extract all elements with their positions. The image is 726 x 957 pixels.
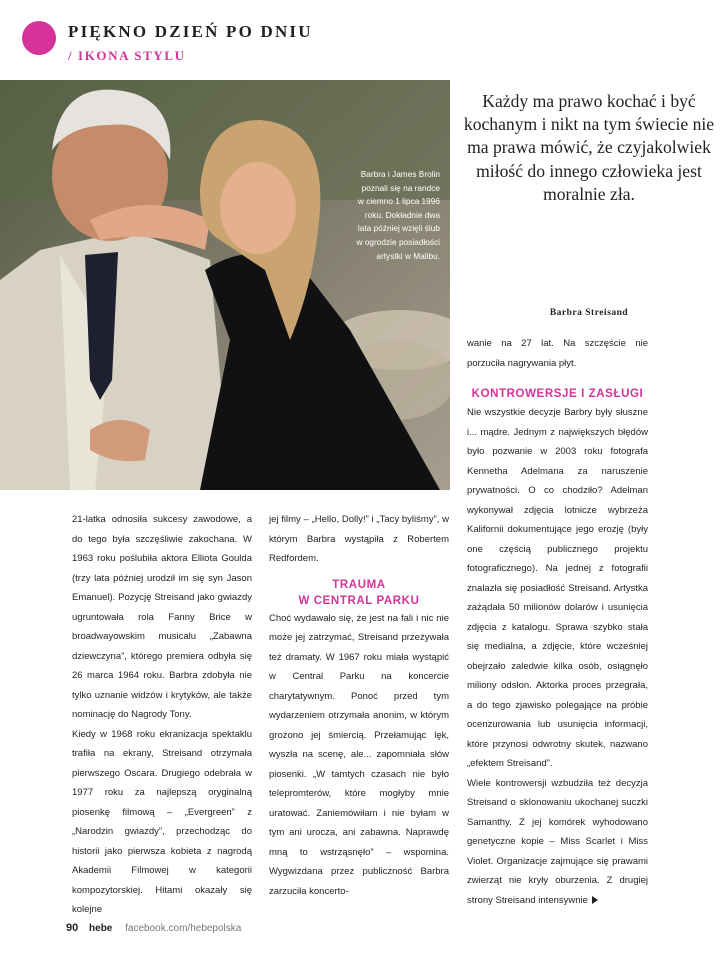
magazine-brand: hebe <box>89 923 113 934</box>
pull-quote: Każdy ma prawo kochać i być kochanym i nikt na tym świecie nie ma prawa mówić, że czyjakolwiek miłość do innego człowieka jest moralnie zła. <box>463 91 715 204</box>
heading-line: W CENTRAL PARKU <box>298 594 420 607</box>
paragraph <box>467 774 648 911</box>
couple-photo <box>0 80 450 490</box>
paragraph: 21-latka odnosiła sukcesy zawodowe, a do tego była szczęśliwie zakochana. W 1963 roku poślubiła aktora Elliota Goulda (trzy lata później urodził im się syn Jason Emanuel). Pozycję Streisand jako gwiazdy ugruntowała rola Fanny Brice w broadwayowskim musicalu „Zabawna dziewczyna”, którego premiera odbyła się 26 marca 1964 roku. Barbra zdobyła nie tylko uznanie widzów i krytyków, ale także nominację do Nagrody Tony. <box>72 514 252 720</box>
quote-author: Barbra Streisand <box>549 308 629 318</box>
article-column-2 <box>269 510 449 901</box>
paragraph: Kiedy w 1968 roku ekranizacja spektaklu trafiła na ekrany, Streisand otrzymała pierwszego Oscara. Drugiego odebrała w 1977 roku za najlepszą oryginalną piosenkę filmową – „Evergreen” z „Narodzin gwiazdy”, przechodząc do historii jako pierwsza kobieta z nagrodą Akademii Filmowej w kategorii kompozytorskiej. Hitami okazały się kolejne <box>72 728 252 915</box>
article-column-3 <box>467 334 648 910</box>
photo-illustration <box>0 80 450 490</box>
article-column-1 <box>72 510 252 920</box>
subsection-title: / IKONA STYLU <box>68 48 186 63</box>
paragraph: wanie na 27 lat. Na szczęście nie porzuciła nagrywania płyt. <box>467 338 648 369</box>
page-footer <box>66 922 241 934</box>
page-number: 90 <box>66 922 79 934</box>
photo-caption: Barbra i James Brolin poznali się na randce w ciemno 1 lipca 1996 roku. Dokładnie dwa lata później wzięli ślub w ogrodzie posiadłości artystki w Malibu. <box>356 169 440 261</box>
section-title: PIĘKNO DZIEŃ PO DNIU <box>68 22 313 41</box>
heading-line: TRAUMA <box>332 578 386 591</box>
paragraph: Nie wszystkie decyzje Barbry były słuszne i... mądre. Jednym z największych błędów było pozwanie w 2003 roku fotografa Kennetha Adelmana za naruszenie prywatności. O co chodziło? Adelman wykonywał zdjęcia lotnicze wybrzeża Kalifornii dokumentujące jego erozję (były one częścią publicznego projektu fotograficznego). Na jednej z fotografii znalazła się posiadłość Streisand. Artystka zażądała 50 milionów dolarów i usunięcia zdjęcia z katalogu. Sprawa szybko stała się medialna, a zdjęcie, które wcześniej obejrzało zaledwie kilka osób, osiągnęło miliony odsłon. Aktorka proces przegrała, a do tego zjawisko polegające na próbie ocenzurowania lub usunięcia informacji, które przynosi odwrotny skutek, nazwano „efektem Streisand”. <box>467 407 648 769</box>
section-heading-trauma <box>269 577 449 609</box>
paragraph-text: Wiele kontrowersji wzbudziła też decyzja Streisand o sklonowaniu ukochanej suczki Samanthy. Z jej komórek wyhodowano genetyczne kopie – Miss Scarlet i Miss Violet. Organizacje zajmujące się prawami zwierząt nie kryły oburzenia. Z drugiej strony Streisand intensywnie <box>467 777 648 906</box>
section-dot <box>22 21 56 55</box>
paragraph: jej filmy – „Hello, Dolly!” i „Tacy byliśmy”, w którym Barbra wystąpiła z Robertem Redfordem. <box>269 514 449 564</box>
section-heading-controversies: KONTROWERSJE I ZASŁUGI <box>471 388 644 400</box>
paragraph: Choć wydawało się, że jest na fali i nic nie może jej zatrzymać, Streisand przeżywała też dramaty. W 1967 roku miała wystąpić w Central Parku na koncercie charytatywnym. Ponoć przed tym wydarzeniem otrzymała anonim, w którym grożono jej śmiercią. Przełamując lęk, wyszła na scenę, ale... zapomniała słów piosenki. „W tamtych czasach nie było telepromterów, które mogłyby mnie uratować. Zaniemówiłam i nie byłam w tym ani urocza, ani zabawna. Naprawdę mną to wstrząsnęło” – wspomina. Wygwizdana przez publiczność Barbra zarzuciła koncerto- <box>269 612 449 897</box>
facebook-link[interactable]: facebook.com/hebepolska <box>125 923 242 934</box>
continue-arrow-icon <box>592 896 598 904</box>
